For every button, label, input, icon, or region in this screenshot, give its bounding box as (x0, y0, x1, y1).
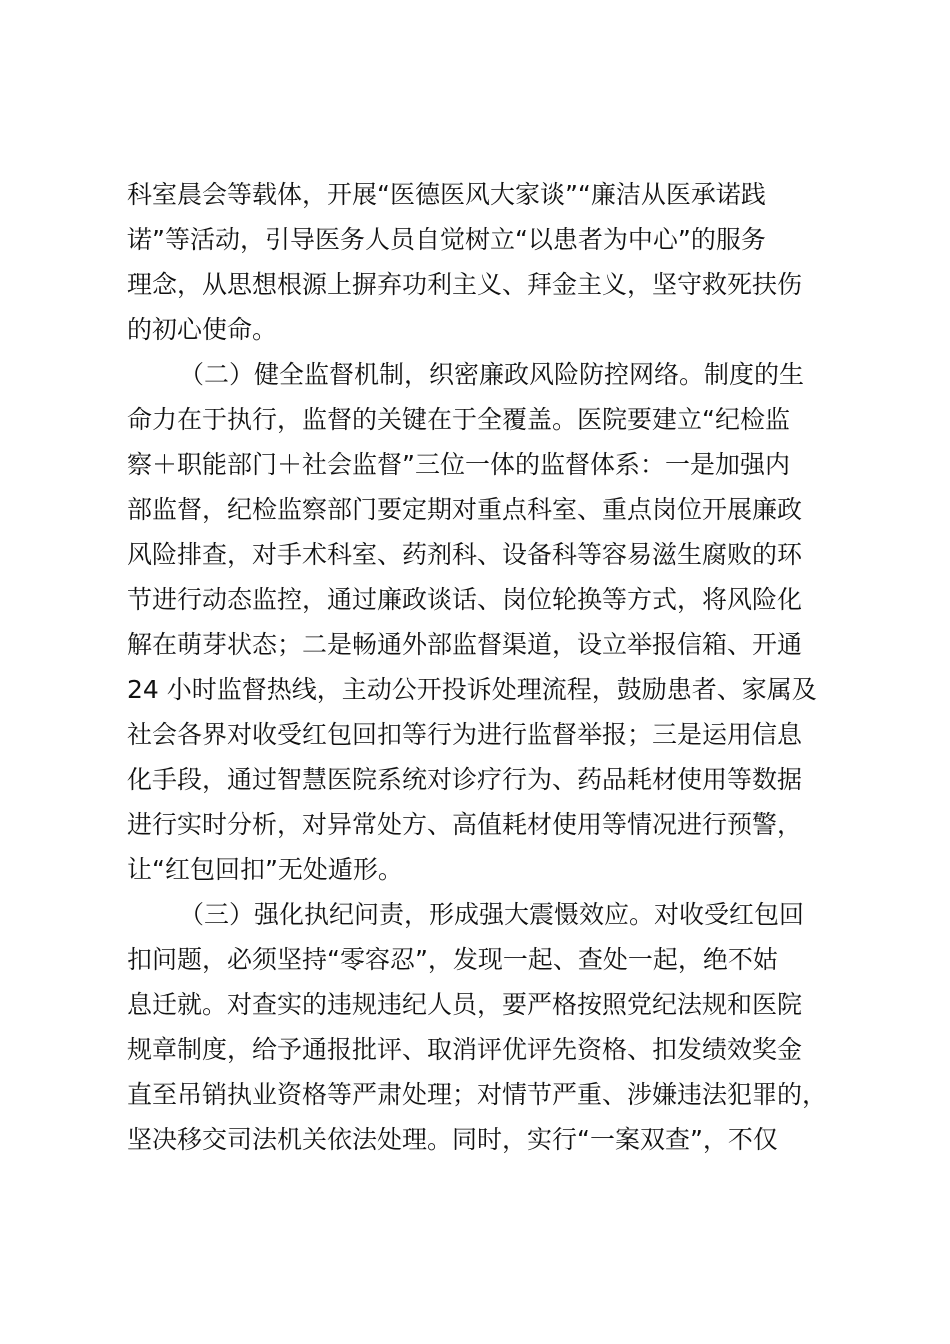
text-line: 的初心使命。 (127, 315, 278, 344)
text-line: 察＋职能部门＋社会监督”三位一体的监督体系：一是加强内 (127, 450, 790, 479)
text-line: 节进行动态监控，通过廉政谈话、岗位轮换等方式，将风险化 (127, 585, 803, 614)
text-line: 风险排查，对手术科室、药剂科、设备科等容易滋生腐败的环 (127, 540, 803, 569)
section-heading-line: （二）健全监督机制，织密廉政风险防控网络。制度的生 (179, 360, 805, 389)
text-line: 24 小时监督热线，主动公开投诉处理流程，鼓励患者、家属及 (127, 675, 817, 704)
text-line: 解在萌芽状态；二是畅通外部监督渠道，设立举报信箱、开通 (127, 630, 803, 659)
text-line: 直至吊销执业资格等严肃处理；对情节严重、涉嫌违法犯罪的， (127, 1080, 828, 1109)
text-line: 规章制度，给予通报批评、取消评优评先资格、扣发绩效奖金 (127, 1035, 803, 1064)
text-line: 诺”等活动，引导医务人员自觉树立“以患者为中心”的服务 (127, 225, 766, 254)
section-heading-line: （三）强化执纪问责，形成强大震慑效应。对收受红包回 (179, 900, 805, 929)
text-line: 坚决移交司法机关依法处理。同时，实行“一案双查”，不仅 (127, 1125, 778, 1154)
text-line: 进行实时分析，对异常处方、高值耗材使用等情况进行预警， (127, 810, 803, 839)
text-line: 息迁就。对查实的违规违纪人员，要严格按照党纪法规和医院 (127, 990, 803, 1019)
body-text (127, 172, 827, 1162)
text-line: 扣问题，必须坚持“零容忍”，发现一起、查处一起，绝不姑 (127, 945, 778, 974)
text-line: 理念，从思想根源上摒弃功利主义、拜金主义，坚守救死扶伤 (127, 270, 803, 299)
text-line: 让“红包回扣”无处遁形。 (127, 855, 403, 884)
text-line: 科室晨会等载体，开展“医德医风大家谈”“廉洁从医承诺践 (127, 180, 766, 209)
text-line: 化手段，通过智慧医院系统对诊疗行为、药品耗材使用等数据 (127, 765, 803, 794)
text-line: 命力在于执行，监督的关键在于全覆盖。医院要建立“纪检监 (127, 405, 790, 434)
text-line: 社会各界对收受红包回扣等行为进行监督举报；三是运用信息 (127, 720, 803, 749)
text-line: 部监督，纪检监察部门要定期对重点科室、重点岗位开展廉政 (127, 495, 803, 524)
